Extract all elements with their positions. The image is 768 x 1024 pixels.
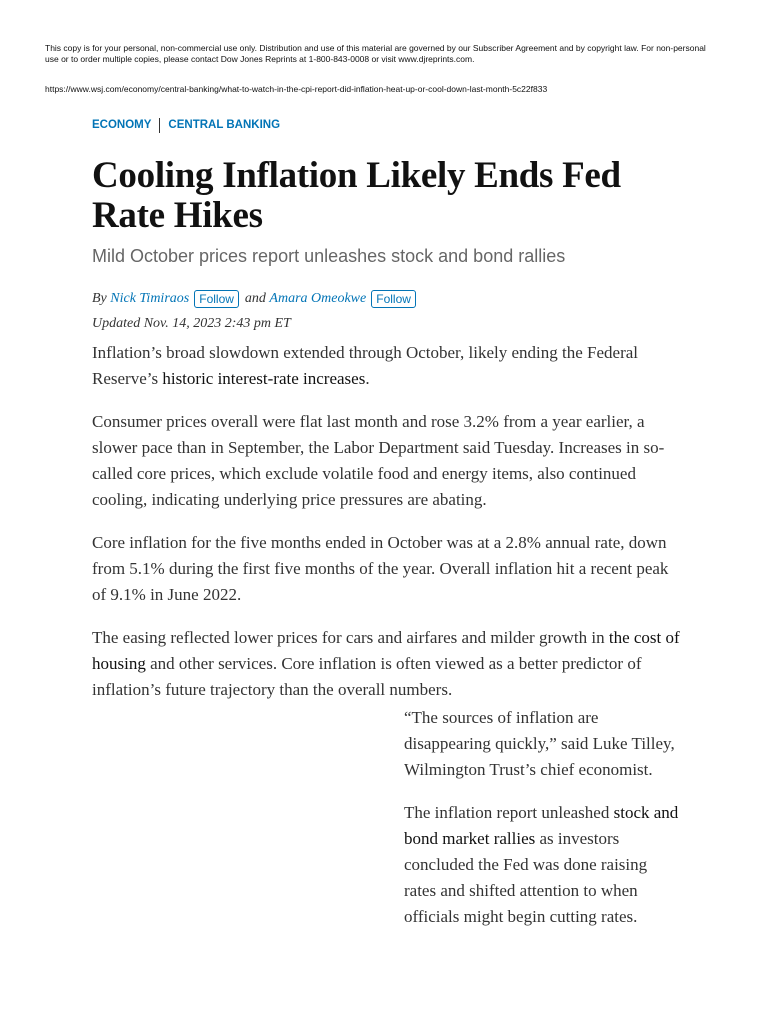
paragraph-5: “The sources of inflation are disappearing quickly,” said Luke Tilley, Wilmington Trust’s chief economist. <box>404 708 675 779</box>
article <box>92 116 682 703</box>
paragraph-2: Consumer prices overall were flat last month and rose 3.2% from a year earlier, a slower pace than in September, the Labor Department said Tuesday. Increases in so-called core prices, which exclude volatile food and energy items, also continued cooling, indicating underlying price pressures are abating. <box>92 412 665 509</box>
link-historic-interest-rate-increases[interactable]: historic interest-rate increases <box>162 369 366 388</box>
paragraph-1 <box>92 340 682 392</box>
paragraph-6-text: The inflation report unleashed <box>404 803 614 822</box>
byline <box>92 289 682 309</box>
copyright-notice: This copy is for your personal, non-commercial use only. Distribution and use of this material are governed by our Subscriber Agreement and by copyright law. For non-personal use or to order multiple copies, please contact Dow Jones Reprints at 1-800-843-0008 or visit www.djreprints.com. <box>45 43 706 64</box>
dek: Mild October prices report unleashes stock and bond rallies <box>92 246 566 266</box>
paragraph-4-text: The easing reflected lower prices for cars and airfares and milder growth in <box>92 628 609 647</box>
section-link-central-banking[interactable]: CENTRAL BANKING <box>168 119 281 131</box>
right-column <box>404 705 679 930</box>
paragraph-6 <box>404 800 679 930</box>
author-link-amara-omeokwe[interactable]: Amara Omeokwe <box>269 291 367 306</box>
section-link-economy[interactable]: ECONOMY <box>92 119 152 131</box>
link-stock-and-bond-market-rallies[interactable]: stock and bond market rallies <box>404 803 679 848</box>
byline-and: and <box>244 291 266 306</box>
dateline: Updated Nov. 14, 2023 2:43 pm ET <box>92 316 291 331</box>
byline-by: By <box>92 291 107 306</box>
paragraph-6-end: as investors concluded the Fed was done raising rates and shifted attention to when officials might begin cutting rates. <box>404 829 648 926</box>
link-cost-of-housing[interactable]: the cost of housing <box>92 628 680 673</box>
section-breadcrumb <box>92 116 682 134</box>
paragraph-1-text: Inflation’s broad slowdown extended through October, likely ending the Federal Reserve’s <box>92 343 639 388</box>
follow-button-author2[interactable]: Follow <box>371 290 416 308</box>
paragraph-4 <box>92 625 682 703</box>
author-link-nick-timiraos[interactable]: Nick Timiraos <box>110 291 190 306</box>
paragraph-1-end: . <box>365 369 370 388</box>
follow-button-author1[interactable]: Follow <box>194 290 239 308</box>
article-url: https://www.wsj.com/economy/central-banking/what-to-watch-in-the-cpi-report-did-inflation-heat-up-or-cool-down-last-month-5c22f833 <box>45 84 548 94</box>
paragraph-4-end: and other services. Core inflation is often viewed as a better predictor of inflation’s future trajectory than the overall numbers. <box>92 654 642 699</box>
section-divider <box>159 118 160 133</box>
paragraph-3: Core inflation for the five months ended in October was at a 2.8% annual rate, down from 5.1% during the first five months of the year. Overall inflation hit a recent peak of 9.1% in June 2022. <box>92 533 669 604</box>
headline: Cooling Inflation Likely Ends Fed Rate Hikes <box>92 155 621 236</box>
